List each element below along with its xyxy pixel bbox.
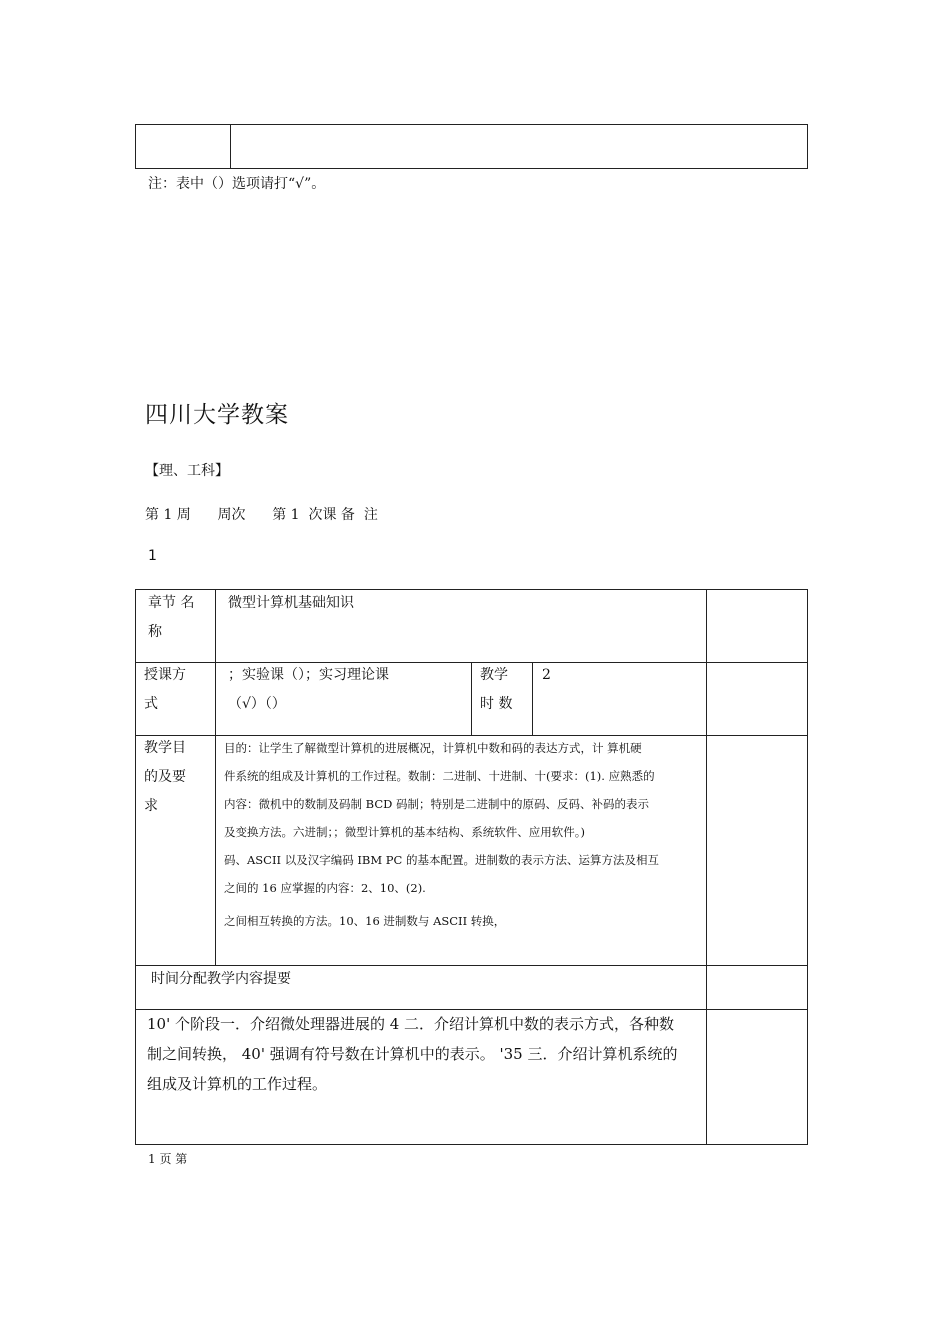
content-text	[147, 1009, 703, 1099]
goal-line: 目的：让学生了解微型计算机的进展概况，计算机中数和码的表达方式，计 算机硬	[224, 741, 642, 755]
top-table	[135, 124, 808, 169]
method-value-line: ；实验课（）；实习理论课	[228, 667, 389, 683]
method-value	[228, 661, 389, 719]
content-line: 制之间转换， 40' 强调有符号数在计算机中的表示。 '35 三．介绍计算机系统的	[147, 1045, 678, 1063]
page-title: 四川大学教案	[145, 402, 289, 428]
goal-text	[224, 734, 704, 935]
goal-line: 码、ASCII 以及汉字编码 IBM PC 的基本配置。进制数的表示方法、运算方法及相互	[224, 853, 659, 867]
week-line: 第 1 周 周次 第 1 次课 备 注	[145, 507, 378, 523]
table-line	[532, 662, 533, 735]
table-line	[807, 589, 808, 1145]
goal-line: 之间的 16 应掌握的内容：2、10、(2).	[224, 881, 426, 895]
table-line	[706, 589, 707, 1145]
top-table-divider	[230, 125, 231, 168]
page-footer: 1 页 第	[148, 1152, 188, 1166]
number-one: 1	[148, 548, 157, 564]
goal-line: 之间相互转换的方法。10、16 进制数与 ASCII 转换，	[224, 914, 506, 928]
goal-label-line: 求	[144, 798, 158, 814]
method-label	[144, 661, 186, 719]
chapter-label-line: 称	[148, 624, 162, 640]
goal-label-line: 的及要	[144, 769, 186, 785]
lesson-table	[135, 589, 808, 1145]
table-line	[135, 589, 136, 1145]
goal-label-line: 教学目	[144, 740, 186, 756]
goal-line: 及变换方法。六进制；；微型计算机的基本结构、系统软件、应用软件。)	[224, 825, 585, 839]
method-value-line: （√）（）	[228, 696, 286, 712]
goal-line: 件系统的组成及计算机的工作过程。数制：二进制、十进制、十(要求：(1). 应熟悉的	[224, 769, 655, 783]
table-line	[215, 589, 216, 965]
content-line: 10' 个阶段一．介绍微处理器进展的 4 二．介绍计算机中数的表示方式，各种数	[147, 1015, 675, 1033]
method-label-line: 授课方	[144, 667, 186, 683]
table-line	[471, 662, 472, 735]
subtitle: 【理、工科】	[145, 463, 229, 479]
hours-label-line: 时 数	[480, 696, 513, 712]
goal-line: 内容：微机中的数制及码制 BCD 码制；特别是二进制中的原码、反码、补码的表示	[224, 797, 649, 811]
chapter-label	[148, 589, 194, 647]
hours-value: 2	[542, 667, 551, 683]
content-line: 组成及计算机的工作过程。	[147, 1075, 328, 1093]
method-label-line: 式	[144, 696, 158, 712]
table-line	[135, 1144, 808, 1145]
hours-label-line: 教学	[480, 667, 508, 683]
time-header: 时间分配教学内容提要	[151, 971, 291, 987]
chapter-value: 微型计算机基础知识	[228, 595, 354, 611]
goal-label	[144, 734, 186, 821]
chapter-label-line: 章节 名	[148, 595, 195, 611]
note: 注：表中（）选项请打“√”。	[148, 176, 326, 192]
hours-label	[480, 661, 512, 719]
